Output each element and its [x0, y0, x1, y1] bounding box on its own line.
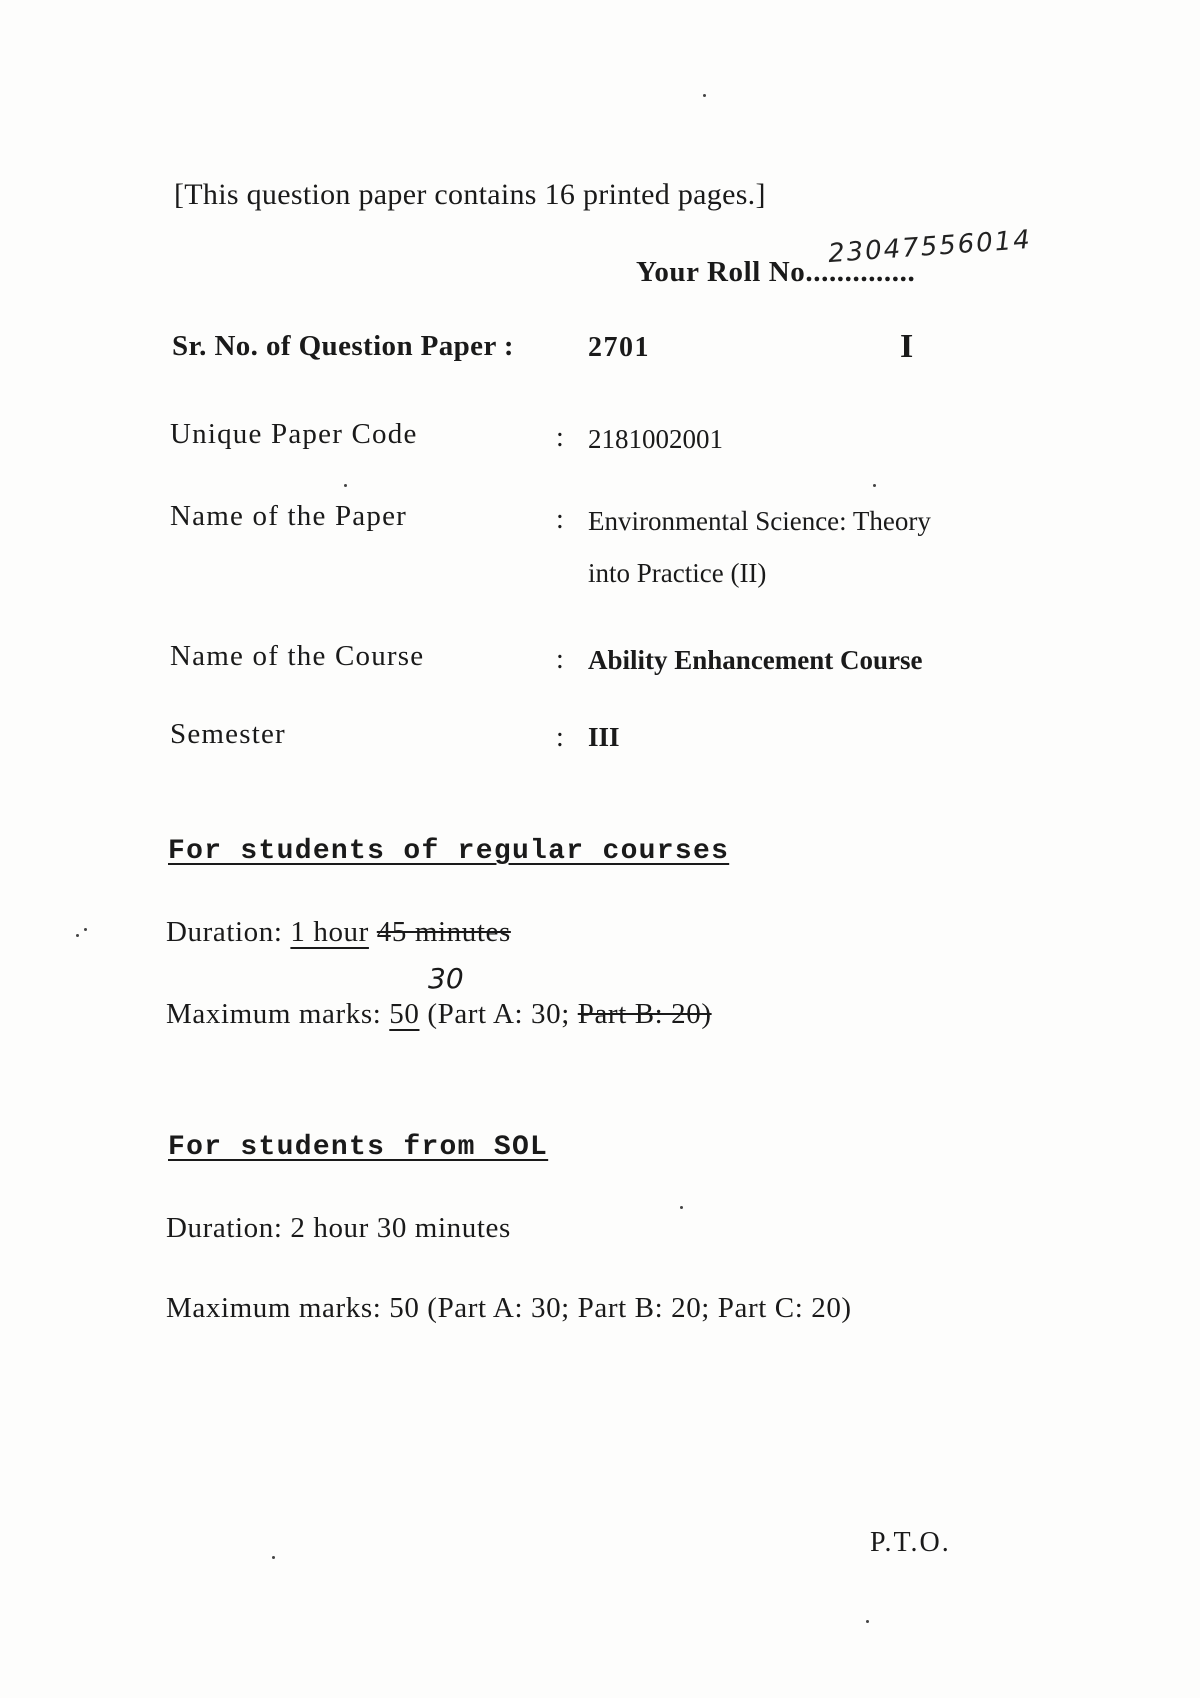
paper-set-mark: I — [900, 328, 914, 365]
colon: : — [556, 504, 564, 535]
scan-speck — [344, 484, 347, 487]
marks-label: Maximum marks: — [166, 998, 382, 1030]
unique-paper-code-value: 2181002001 — [588, 424, 723, 454]
regular-courses-heading: For students of regular courses — [168, 836, 730, 867]
paper-name-value-line2: into Practice (II) — [588, 558, 767, 588]
scan-speck — [703, 94, 706, 97]
duration-label: Duration: — [166, 916, 283, 948]
sol-marks-line: Maximum marks: 50 (Part A: 30; Part B: 20; Part C: 20) — [166, 1292, 852, 1324]
scan-speck — [680, 1206, 683, 1209]
paper-name-value: Environmental Science: Theory — [588, 506, 931, 536]
marks-part-a: (Part A: 30; — [427, 998, 570, 1030]
marks-struck-value: 50 — [389, 998, 420, 1030]
page-count-note: [This question paper contains 16 printed pages.] — [174, 178, 766, 211]
scan-speck — [873, 484, 876, 487]
sol-heading: For students from SOL — [168, 1132, 549, 1163]
duration-value: 1 hour — [290, 916, 369, 948]
colon: : — [556, 644, 564, 675]
semester-label: Semester — [170, 718, 286, 750]
scan-speck — [76, 934, 79, 937]
scan-speck — [84, 928, 87, 931]
paper-name-label: Name of the Paper — [170, 500, 408, 532]
duration-struck-value: 45 minutes — [376, 916, 511, 948]
regular-duration-line — [166, 916, 511, 949]
colon: : — [556, 422, 564, 453]
unique-paper-code-label: Unique Paper Code — [170, 418, 418, 450]
semester-value: III — [588, 722, 620, 752]
serial-number-value: 2701 — [588, 332, 650, 363]
scan-speck — [272, 1556, 275, 1559]
please-turn-over: P.T.O. — [870, 1527, 951, 1558]
course-name-value: Ability Enhancement Course — [588, 645, 923, 675]
roll-number-label: Your Roll No.............. — [636, 256, 916, 288]
handwritten-marks-correction: 30 — [428, 962, 464, 995]
serial-number-label: Sr. No. of Question Paper : — [172, 330, 514, 362]
sol-duration-line: Duration: 2 hour 30 minutes — [166, 1212, 511, 1244]
regular-marks-line — [166, 998, 712, 1031]
scan-speck — [866, 1620, 869, 1623]
course-name-label: Name of the Course — [170, 640, 425, 672]
handwritten-roll-number: 23047556014 — [827, 224, 1033, 270]
marks-part-b-struck: Part B: 20) — [577, 998, 712, 1030]
colon: : — [556, 722, 564, 753]
